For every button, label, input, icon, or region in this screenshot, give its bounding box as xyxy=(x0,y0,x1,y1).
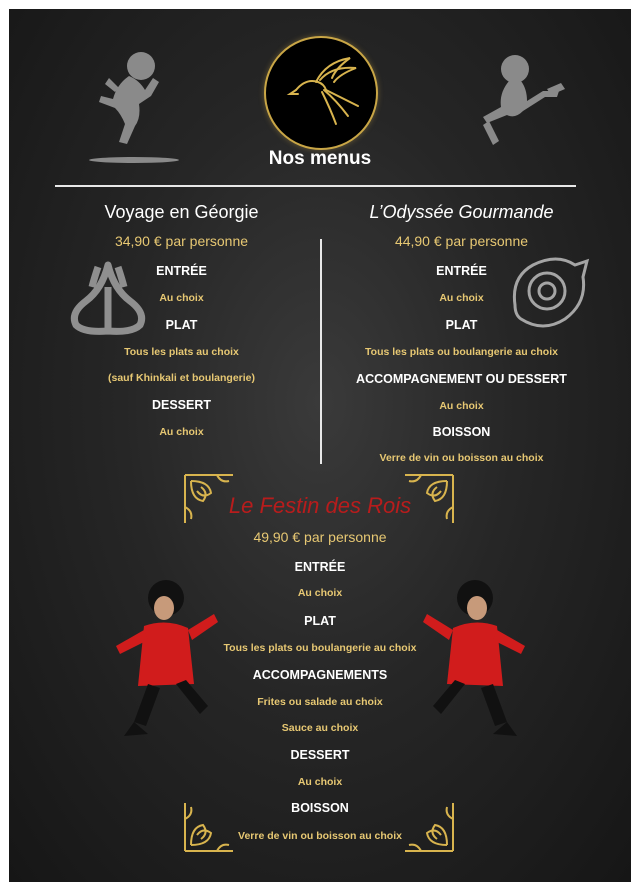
brand-logo xyxy=(264,36,378,150)
menu-voyage-en-georgie xyxy=(49,201,314,451)
course-label: ENTRÉE xyxy=(294,560,346,574)
menu-price: 49,90 € par personne xyxy=(253,529,387,545)
menu-name: Le Festin des Rois xyxy=(228,493,412,518)
course-label: ACCOMPAGNEMENT OU DESSERT xyxy=(356,372,567,386)
course-label: PLAT xyxy=(304,614,336,628)
course-label: ENTRÉE xyxy=(156,264,207,278)
divider xyxy=(320,239,322,464)
course-detail: Au choix xyxy=(159,292,204,304)
course-label: PLAT xyxy=(165,318,198,332)
course-detail: Au choix xyxy=(159,426,204,438)
dancer-silhouette-icon xyxy=(469,49,579,154)
course-detail: Au choix xyxy=(439,292,484,304)
course-detail: Au choix xyxy=(297,776,343,788)
course-detail: Au choix xyxy=(297,587,343,599)
menu-name: L’Odyssée Gourmande xyxy=(369,202,554,222)
menu-price: 44,90 € par personne xyxy=(394,233,529,249)
menu-price: 34,90 € par personne xyxy=(114,233,249,249)
menu-name: Voyage en Géorgie xyxy=(104,202,259,222)
menu-odyssee-gourmande xyxy=(329,201,594,471)
course-detail: Frites ou salade au choix xyxy=(257,696,383,708)
course-detail: Sauce au choix xyxy=(281,722,359,734)
course-detail: Tous les plats ou boulangerie au choix xyxy=(223,642,417,654)
menu-festin-des-rois xyxy=(169,493,471,843)
course-label: DESSERT xyxy=(290,748,350,762)
divider xyxy=(55,185,576,187)
course-label: ACCOMPAGNEMENTS xyxy=(252,668,388,682)
menu-page xyxy=(9,9,631,882)
bird-logo-icon xyxy=(266,38,376,148)
course-label: BOISSON xyxy=(432,425,491,439)
course-detail: (sauf Khinkali et boulangerie) xyxy=(107,372,256,384)
course-detail: Au choix xyxy=(439,400,484,412)
course-label: BOISSON xyxy=(291,801,349,815)
course-label: PLAT xyxy=(445,318,478,332)
course-detail: Verre de vin ou boisson au choix xyxy=(238,830,402,842)
course-label: DESSERT xyxy=(151,398,212,412)
course-detail: Tous les plats ou boulangerie au choix xyxy=(365,346,558,358)
course-detail: Tous les plats au choix xyxy=(124,346,239,358)
course-label: ENTRÉE xyxy=(436,264,487,278)
page-title: Nos menus xyxy=(268,148,372,169)
course-detail: Verre de vin ou boisson au choix xyxy=(379,452,544,464)
